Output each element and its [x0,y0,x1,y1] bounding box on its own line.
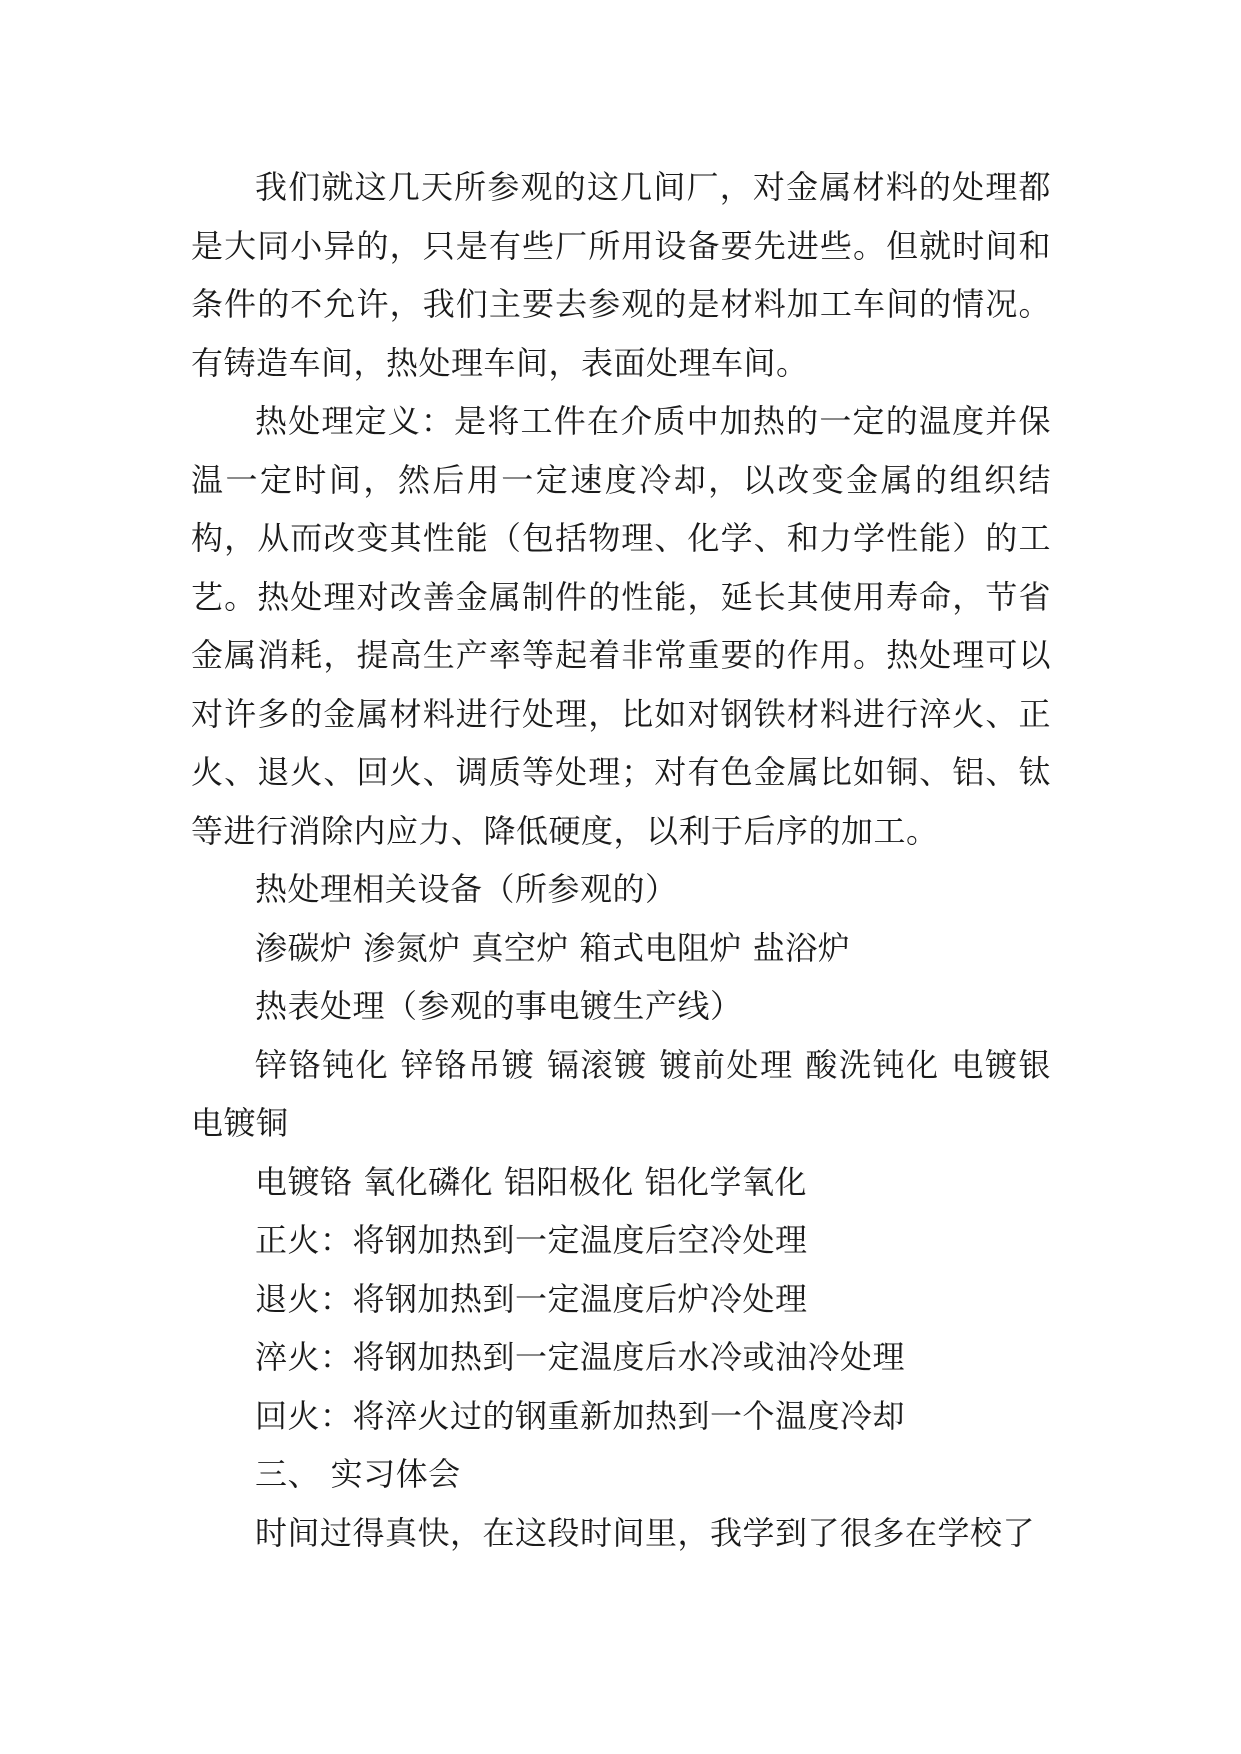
paragraph-tempering: 回火：将淬火过的钢重新加热到一个温度冷却 [255,1396,906,1435]
paragraph-factory-visit: 我们就这几天所参观的这几间厂，对金属材料的处理都是大同小异的，只是有些厂所用设备要先进些。但就时间和条件的不允许，我们主要去参观的是材料加工车间的情况。有铸造车间，热处理车间，表面处理车间。 [191,168,1051,382]
paragraph-surface-treatment-heading: 热表处理（参观的事电镀生产线） [255,987,743,1025]
paragraph-equipment-heading: 热处理相关设备（所参观的） [255,870,678,908]
paragraph-heat-treatment-definition: 热处理定义：是将工件在介质中加热的一定的温度并保温一定时间，然后用一定速度冷却，以改变金属的组织结构，从而改变其性能（包括物理、化学、和力学性能）的工艺。热处理对改善金属制件的性能，延长其使用寿命，节省金属消耗，提高生产率等起着非常重要的作用。热处理可以对许多的金属材料进行处理，比如对钢铁材料进行淬火、正火、退火、回火、调质等处理；对有色金属比如铜、铝、钛等进行消除内应力、降低硬度，以利于后序的加工。 [191,402,1051,850]
paragraph-equipment-list: 渗碳炉 渗氮炉 真空炉 箱式电阻炉 盐浴炉 [255,928,851,967]
paragraph-normalizing: 正火：将钢加热到一定温度后空冷处理 [255,1221,808,1259]
paragraph-plating-list-2: 电镀铬 氧化磷化 铝阳极化 铝化学氧化 [255,1162,808,1201]
document-body [191,158,1051,1562]
paragraph-annealing: 退火：将钢加热到一定温度后炉冷处理 [255,1279,808,1318]
paragraph-quenching: 淬火：将钢加热到一定温度后水冷或油冷处理 [255,1338,906,1376]
section-heading-internship-reflection: 三、 实习体会 [255,1455,461,1493]
paragraph-reflection-start: 时间过得真快，在这段时间里，我学到了很多在学校了 [255,1513,1036,1552]
paragraph-plating-list-1: 锌铬钝化 锌铬吊镀 镉滚镀 镀前处理 酸洗钝化 电镀银 电镀铜 [191,1045,1051,1142]
